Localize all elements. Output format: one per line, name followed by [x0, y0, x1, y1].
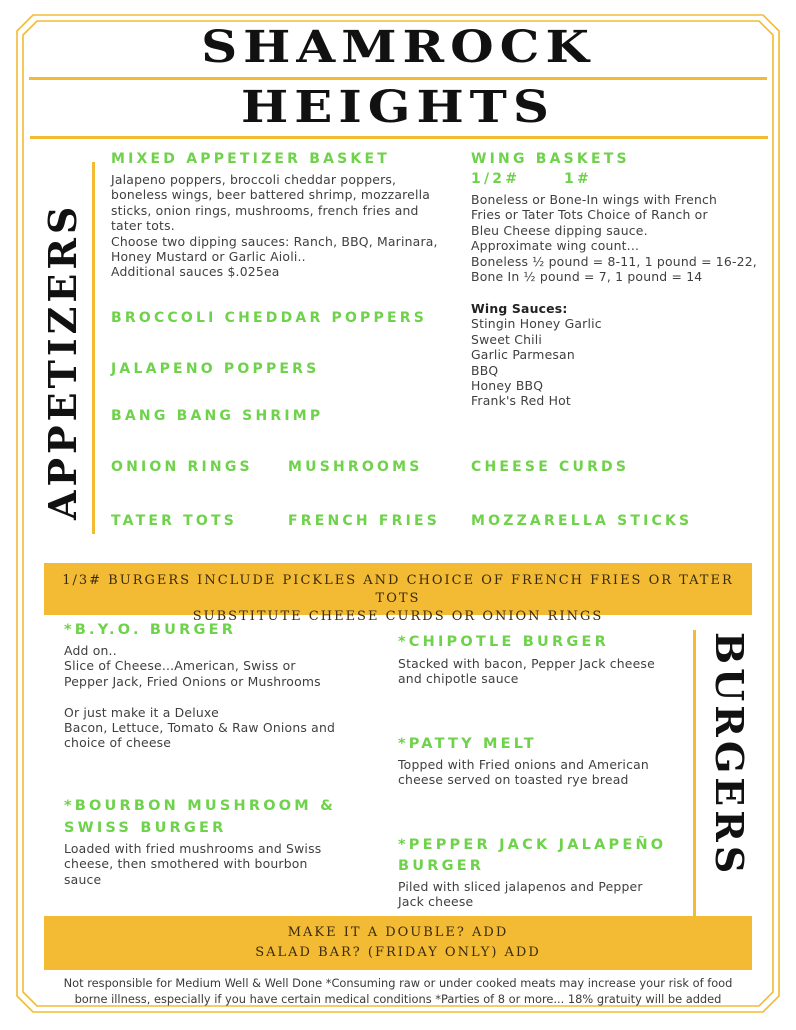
desc-line: sauce — [64, 871, 102, 887]
extras-line-2: SALAD BAR? (FRIDAY ONLY) ADD — [255, 945, 541, 960]
desc-line: and chipotle sauce — [398, 671, 519, 687]
item-mozzarella-sticks: MOZZARELLA STICKS — [471, 513, 693, 529]
burgers-info-banner — [44, 563, 752, 624]
desc-line: Or just make it a Deluxe — [64, 704, 219, 720]
sauce-item: Frank's Red Hot — [471, 393, 571, 409]
desc-line: cheese served on toasted rye bread — [398, 772, 629, 788]
desc-line: tater tots. — [111, 218, 175, 234]
byo-burger-title: *B.Y.O. BURGER — [64, 622, 237, 638]
chipotle-burger-description — [398, 656, 688, 687]
desc-line: Boneless ½ pound = 8-11, 1 pound = 16-22, — [471, 253, 757, 269]
pepper-jack-burger-title-line1: *PEPPER JACK JALAPEÑO — [398, 837, 667, 853]
patty-melt-title: *PATTY MELT — [398, 736, 537, 752]
burgers-section-label — [707, 632, 752, 878]
sauce-item: Sweet Chili — [471, 331, 543, 347]
desc-line: Loaded with fried mushrooms and Swiss — [64, 841, 322, 856]
restaurant-name-line1 — [0, 22, 796, 72]
patty-melt-description — [398, 757, 688, 788]
item-mushrooms: MUSHROOMS — [288, 459, 423, 475]
desc-line: boneless wings, beer battered shrimp, mozzarella — [111, 187, 431, 203]
appetizers-accent-bar — [92, 162, 95, 534]
desc-line: choice of cheese — [64, 735, 172, 751]
mixed-appetizer-basket-title: MIXED APPETIZER BASKET — [111, 151, 390, 167]
sauce-item: Stingin Honey Garlic — [471, 316, 602, 332]
restaurant-name-line2 — [0, 82, 796, 132]
desc-line: Slice of Cheese...American, Swiss or — [64, 658, 296, 674]
desc-line: cheese, then smothered with bourbon — [64, 856, 308, 872]
sauce-item: BBQ — [471, 362, 499, 378]
desc-line: Approximate wing count... — [471, 238, 640, 254]
bourbon-burger-title-line1: *BOURBON MUSHROOM & — [64, 798, 336, 814]
desc-line: Choose two dipping sauces: Ranch, BBQ, Marinara, — [111, 233, 438, 249]
desc-line: Fries or Tater Tots Choice of Ranch or — [471, 207, 708, 223]
banner-line-2: SUBSTITUTE CHEESE CURDS OR ONION RINGS — [192, 609, 604, 624]
desc-line: Bleu Cheese dipping sauce. — [471, 222, 648, 238]
desc-line: Bone In ½ pound = 7, 1 pound = 14 — [471, 269, 703, 285]
desc-line: Stacked with bacon, Pepper Jack cheese — [398, 656, 655, 671]
title-text-2: HEIGHTS — [241, 80, 555, 133]
desc-line: Add on.. — [64, 643, 117, 658]
bourbon-burger-title-line2: SWISS BURGER — [64, 820, 227, 836]
desc-spacer — [64, 689, 384, 704]
mixed-appetizer-basket-description — [111, 172, 461, 280]
wing-baskets-description — [471, 192, 771, 284]
item-broccoli-cheddar-poppers: BROCCOLI CHEDDAR POPPERS — [111, 310, 428, 326]
item-bang-bang-shrimp: BANG BANG SHRIMP — [111, 408, 324, 424]
footer-disclaimer — [30, 975, 766, 1007]
appetizers-section-label — [40, 202, 85, 520]
banner-line-1: 1/3# BURGERS INCLUDE PICKLES AND CHOICE OF FRENCH FRIES OR TATER TOTS — [62, 573, 734, 606]
item-tater-tots: TATER TOTS — [111, 513, 238, 529]
desc-line: Honey Mustard or Garlic Aioli.. — [111, 249, 306, 265]
extras-line-1: MAKE IT A DOUBLE? ADD — [287, 925, 509, 940]
footer-line-1: Not responsible for Medium Well & Well Done *Consuming raw or under cooked meats may increase your risk of food — [63, 976, 733, 990]
chipotle-burger-title: *CHIPOTLE BURGER — [398, 634, 609, 650]
desc-line: Boneless or Bone-In wings with French — [471, 192, 718, 207]
title-divider-2 — [30, 136, 768, 139]
desc-line: Jack cheese — [398, 894, 474, 910]
desc-line: Pepper Jack, Fried Onions or Mushrooms — [64, 673, 321, 689]
title-divider-1 — [29, 77, 767, 80]
pepper-jack-burger-description — [398, 879, 688, 910]
burgers-accent-bar — [693, 630, 696, 916]
pepper-jack-burger-title-line2: BURGER — [398, 858, 485, 874]
item-jalapeno-poppers: JALAPENO POPPERS — [111, 361, 320, 377]
appetizers-label-text: APPETIZERS — [40, 202, 85, 520]
wing-size-full: 1# — [564, 171, 592, 187]
desc-line: Jalapeno poppers, broccoli cheddar poppers, — [111, 172, 397, 187]
desc-line: Piled with sliced jalapenos and Pepper — [398, 879, 643, 894]
desc-line: Additional sauces $.025ea — [111, 264, 280, 280]
wing-sauces-heading: Wing Sauces: — [471, 301, 568, 316]
burgers-label-text: BURGERS — [707, 632, 752, 878]
item-french-fries: FRENCH FRIES — [288, 513, 441, 529]
wing-size-half: 1/2# — [471, 171, 521, 187]
sauce-item: Garlic Parmesan — [471, 347, 575, 363]
desc-line: sticks, onion rings, mushrooms, french fries and — [111, 202, 419, 218]
desc-line: Topped with Fried onions and American — [398, 757, 649, 772]
extras-banner — [44, 916, 752, 970]
item-cheese-curds: CHEESE CURDS — [471, 459, 630, 475]
wing-sauces-list — [471, 301, 721, 409]
wing-baskets-title: WING BASKETS — [471, 151, 630, 167]
desc-line: Bacon, Lettuce, Tomato & Raw Onions and — [64, 720, 336, 736]
title-text-1: SHAMROCK — [201, 20, 595, 73]
bourbon-burger-description — [64, 841, 384, 887]
sauce-item: Honey BBQ — [471, 378, 544, 394]
byo-burger-description — [64, 643, 384, 751]
footer-line-2: borne illness, especially if you have certain medical conditions *Parties of 8 or more... 18% gratuity will be added — [74, 992, 722, 1006]
item-onion-rings: ONION RINGS — [111, 459, 253, 475]
